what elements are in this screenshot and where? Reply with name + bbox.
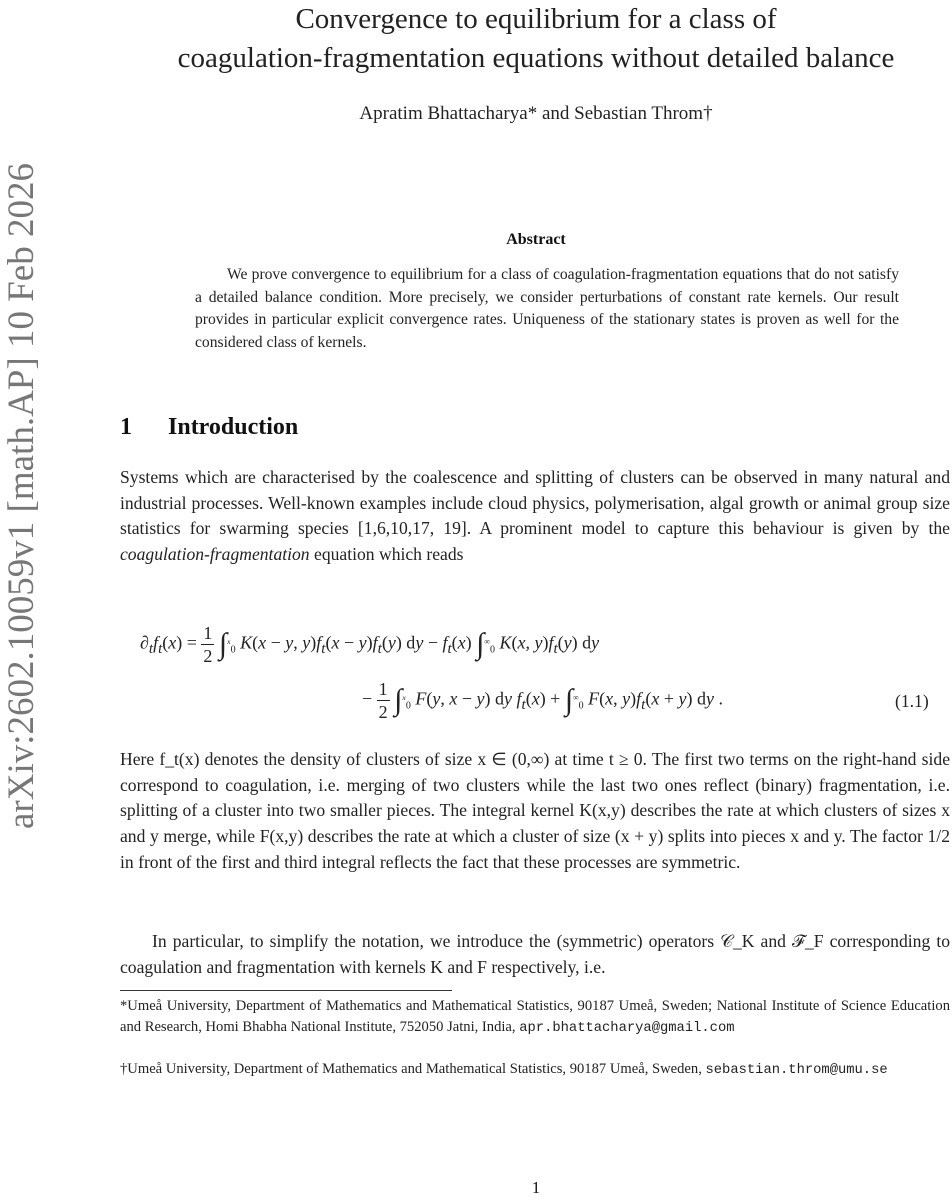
- intro-paragraph-1-tail: equation which reads: [309, 544, 464, 565]
- footnote-1-email[interactable]: apr.bhattacharya@gmail.com: [519, 1021, 735, 1036]
- footnote-1-text: *Umeå University, Department of Mathematics and Mathematical Statistics, 90187 Umeå, Sweden; National Institute of Science Education and Research, Homi Bhabha National Institute, 752050 Jatni, India,: [120, 998, 950, 1035]
- arxiv-sidebar-stamp: arXiv:2602.10059v1 [math.AP] 10 Feb 2026: [1, 163, 42, 829]
- authors: Apratim Bhattacharya* and Sebastian Throm†: [359, 103, 713, 124]
- footnote-2-text: †Umeå University, Department of Mathematics and Mathematical Statistics, 90187 Umeå, Sweden,: [120, 1061, 702, 1077]
- section-title: Introduction: [168, 414, 299, 440]
- intro-paragraph-2: Here f_t(x) denotes the density of clusters of size x ∈ (0,∞) at time t ≥ 0. The first two terms on the right-hand side correspond to coagulation, i.e. merging of two clusters while the last two ones reflect (binary) fragmentation, i.e. splitting of a cluster into two smaller pieces. The integral kernel K(x,y) describes the rate at which clusters of sizes x and y merge, while F(x,y) describes the rate at which a cluster of size (x + y) splits into pieces x and y. The factor 1/2 in front of the first and third integral reflects the fact that these processes are symmetric.: [120, 749, 950, 872]
- equation-line-1: $\partial_tf_t(x)$ = $\frac{1}{2}$ ∫$^x_0$ K(x − y, $y)f_t(x - y)f_t(y)$ dy − $f_t(x)$ $\int^\infty_0$ K(x, $y)f_t(y)$ dy: [140, 623, 600, 666]
- footnote-rule: [120, 990, 452, 991]
- section-heading: [120, 414, 298, 441]
- abstract-heading: Abstract: [506, 231, 566, 248]
- title-line-1: Convergence to equilibrium for a class of: [295, 3, 777, 35]
- equation-line-2: − $\frac{1}{2}$ ∫$^x_0$ F(y, x − y) dy $f_t(x) + \int^\infty_0$ F(x, $y)f_t(x + y)$ dy .: [362, 679, 723, 722]
- intro-paragraph-3: In particular, to simplify the notation, we introduce the (symmetric) operators 𝒞_K and ℱ_F corresponding to coagulation and fragmentation with kernels K and F respectively, i.e.: [120, 931, 950, 977]
- footnote-2: [120, 1059, 950, 1081]
- page-number: 1: [531, 1178, 541, 1197]
- footnote-2-email[interactable]: sebastian.throm@umu.se: [705, 1063, 888, 1078]
- equation-number: (1.1): [895, 691, 929, 711]
- abstract-body: We prove convergence to equilibrium for a class of coagulation-fragmentation equations that do not satisfy a detailed balance condition. More precisely, we consider perturbations of constant rate kernels. Our result provides in particular explicit convergence rates. Uniqueness of the stationary states is proven as well for the considered class of kernels.: [195, 266, 899, 351]
- intro-paragraph-1-text: Systems which are characterised by the coalescence and splitting of clusters can be observed in many natural and industrial processes. Well-known examples include cloud physics, polymerisation, algal growth or animal group size statistics for swarming species [1,6,10,17, 19]. A prominent model to capture this behaviour is given by the: [120, 467, 950, 539]
- intro-emphasis: coagulation-fragmentation: [120, 544, 310, 565]
- footnote-1: [120, 996, 950, 1039]
- paper-title: [120, 0, 952, 78]
- title-line-2: coagulation-fragmentation equations without detailed balance: [177, 42, 895, 74]
- intro-paragraph-1: [120, 465, 950, 568]
- section-number: 1: [120, 414, 132, 440]
